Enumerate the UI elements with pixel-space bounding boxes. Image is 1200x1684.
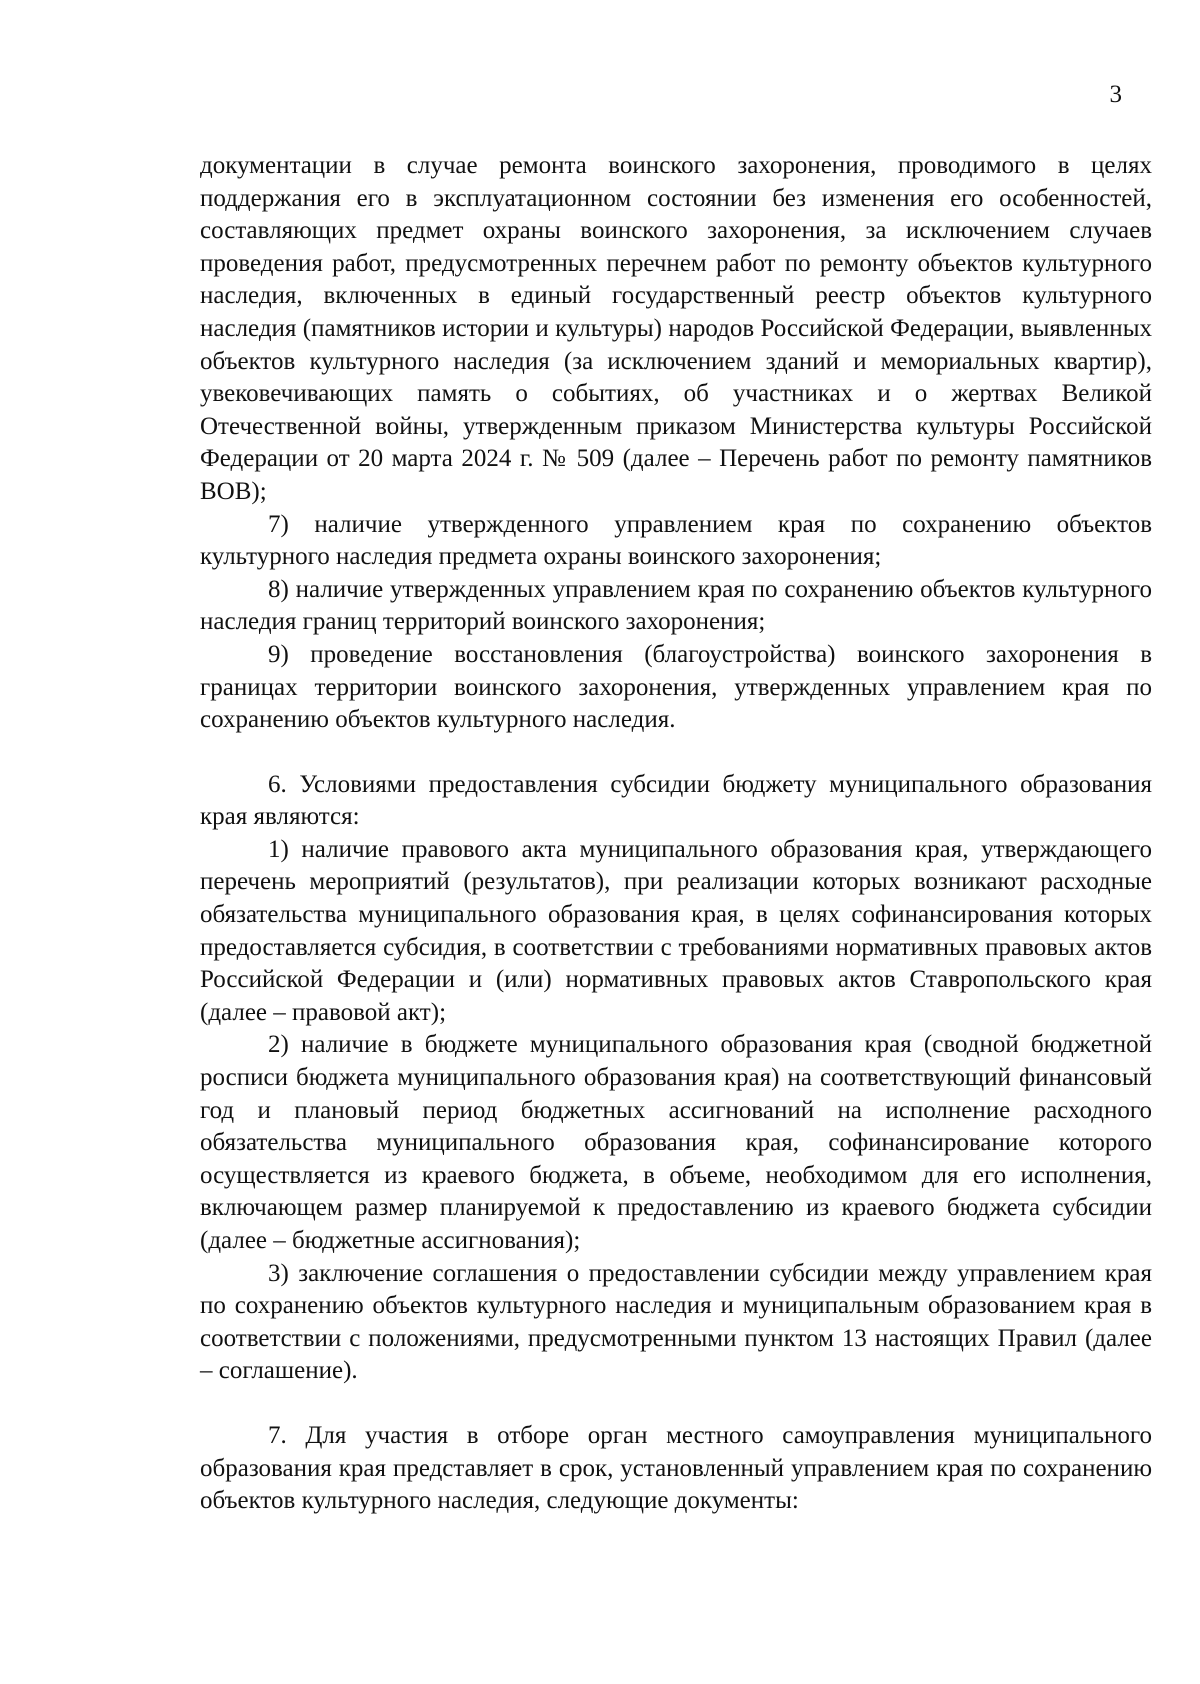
list-item-8: 8) наличие утвержденных управлением края по сохранению объектов культурного наследия границ территорий воинского захоронения; bbox=[200, 575, 1152, 636]
page-number: 3 bbox=[1109, 81, 1122, 108]
document-body bbox=[200, 150, 1152, 1518]
clause-6-item-2: 2) наличие в бюджете муниципального образования края (сводной бюджетной росписи бюджета муниципального образования края) на соответствующий финансовый год и плановый период бюджетных ассигнований на исполнение расходного обязательства муниципального образования края, софинансирование которого осуществляется из краевого бюджета, в объеме, необходимом для его исполнения, включающем размер планируемой к предоставлению из краевого бюджета субсидии (далее – бюджетные ассигнования); bbox=[200, 1031, 1152, 1254]
list-item-7: 7) наличие утвержденного управлением края по сохранению объектов культурного наследия предмета охраны воинского захоронения; bbox=[200, 510, 1152, 571]
clause-6: 6. Условиями предоставления субсидии бюджету муниципального образования края являются: bbox=[200, 770, 1152, 831]
clause-6-item-3: 3) заключение соглашения о предоставлении субсидии между управлением края по сохранению объектов культурного наследия и муниципальным образованием края в соответствии с положениями, предусмотренными пунктом 13 настоящих Правил (далее – соглашение). bbox=[200, 1259, 1152, 1385]
clause-7: 7. Для участия в отборе орган местного самоуправления муниципального образования края представляет в срок, установленный управлением края по сохранению объектов культурного наследия, следующие документы: bbox=[200, 1421, 1152, 1515]
paragraph-continuation: документации в случае ремонта воинского захоронения, проводимого в целях поддержания его в эксплуатационном состоянии без изменения его особенностей, составляющих предмет охраны воинского захоронения, за исключением случаев проведения работ, предусмотренных перечнем работ по ремонту объектов культурного наследия, включенных в единый государственный реестр объектов культурного наследия (памятников истории и культуры) народов Российской Федерации, выявленных объектов культурного наследия (за исключением зданий и мемориальных квартир), увековечивающих память о событиях, об участниках и о жертвах Великой Отечественной войны, утвержденным приказом Министерства культуры Российской Федерации от 20 марта 2024 г. № 509 (далее – Перечень работ по ремонту памятников ВОВ); bbox=[200, 152, 1152, 505]
list-item-9: 9) проведение восстановления (благоустройства) воинского захоронения в границах территории воинского захоронения, утвержденных управлением края по сохранению объектов культурного наследия. bbox=[200, 640, 1152, 734]
clause-6-item-1: 1) наличие правового акта муниципального образования края, утверждающего перечень мероприятий (результатов), при реализации которых возникают расходные обязательства муниципального образования края, в целях софинансирования которых предоставляется субсидия, в соответствии с требованиями нормативных правовых актов Российской Федерации и (или) нормативных правовых актов Ставропольского края (далее – правовой акт); bbox=[200, 835, 1152, 1026]
